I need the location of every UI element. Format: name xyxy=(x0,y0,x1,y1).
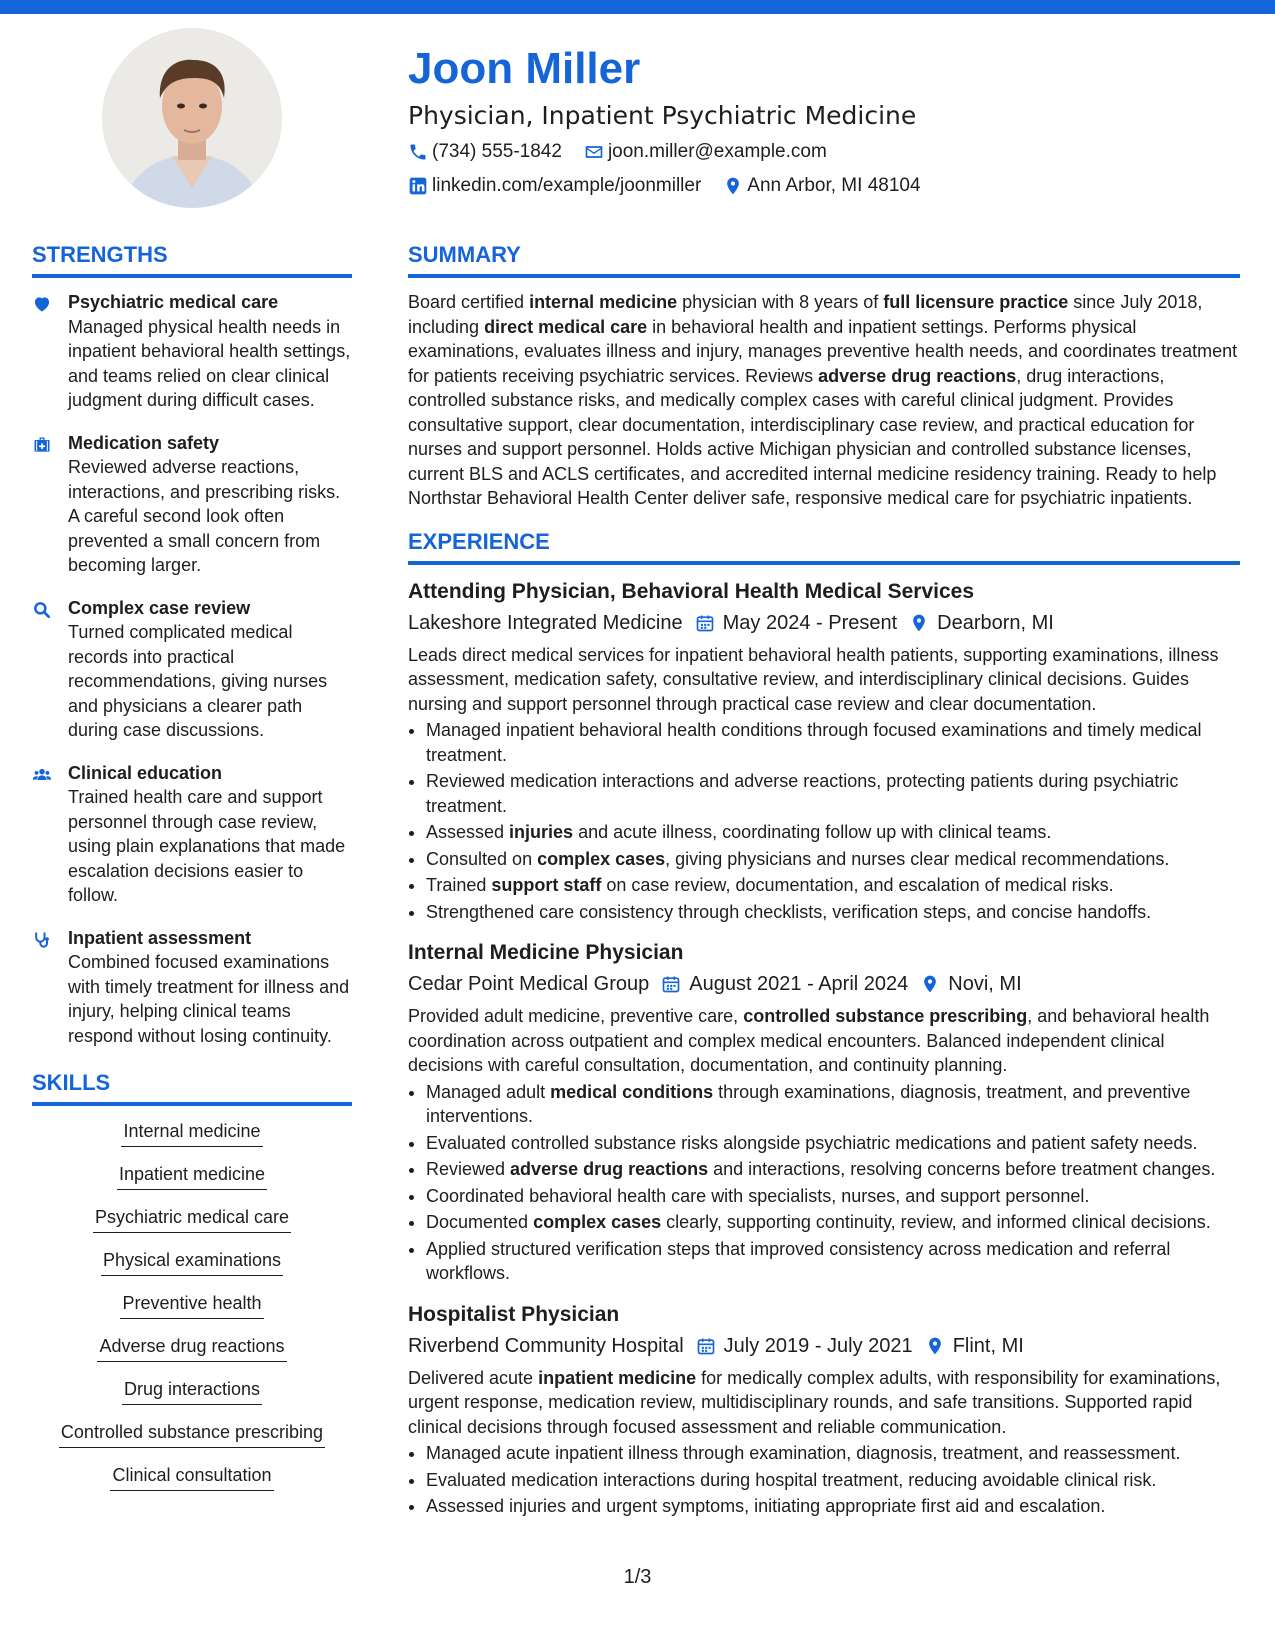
job-dates: August 2021 - April 2024 xyxy=(689,973,909,995)
strength-text: Trained health care and support personnel through case review, using plain explanations that made escalation decisions easier to follow. xyxy=(68,787,346,905)
job-title: Internal Medicine Physician xyxy=(408,941,684,964)
skill-item: Drug interactions xyxy=(32,1376,352,1405)
resume-header xyxy=(408,40,1238,202)
job-dates: May 2024 - Present xyxy=(722,611,898,634)
job-title: Attending Physician, Behavioral Health Medical Services xyxy=(408,579,975,603)
location-pin-icon xyxy=(723,176,743,196)
strength-item xyxy=(32,431,352,578)
summary-text: Board certified internal medicine physician with 8 years of full licensure practice since July 2018, including direct medical care in behavioral health and inpatient settings. Performs physical examinations, evaluates illness and injury, manages preventive health needs, and coordinates treatment for patients receiving psychiatric services. Reviews adverse drug reactions, drug interactions, controlled substance risks, and medically complex cases with careful clinical judgment. Provides consultative support, clear documentation, interdisciplinary case review, and practical education for nurses and support personnel. Holds active Michigan physician and controlled substance licenses, current BLS and ACLS certificates, and accredited internal medicine residency training. Ready to help Northstar Behavioral Health Center deliver safe, responsive medical care for psychiatric inpatients. xyxy=(408,292,1238,508)
calendar-icon xyxy=(661,974,681,994)
bullet-item: • Assessed injuries and urgent symptoms, initiating appropriate first aid and escalation. xyxy=(426,1494,1240,1519)
stethoscope-icon xyxy=(32,930,52,950)
contact-row-1 xyxy=(408,136,1238,168)
bullet-item: • Consulted on complex cases, giving physicians and nurses clear medical recommendations. xyxy=(426,847,1240,872)
search-icon xyxy=(32,600,52,620)
skill-item: Controlled substance prescribing xyxy=(32,1419,352,1448)
contact-linkedin[interactable] xyxy=(408,170,701,202)
job-dates: July 2019 - July 2021 xyxy=(723,1334,913,1357)
bullet-item: • Assessed injuries and acute illness, coordinating follow up with clinical teams. xyxy=(426,820,1240,845)
job-bullets xyxy=(408,1080,1240,1286)
job-meta xyxy=(408,1330,1240,1362)
skill-item: Psychiatric medical care xyxy=(32,1204,352,1233)
top-accent-bar xyxy=(0,0,1275,14)
strength-title: Inpatient assessment xyxy=(68,927,252,948)
location-pin-icon xyxy=(920,974,940,994)
job-title: Hospitalist Physician xyxy=(408,1302,620,1326)
strength-title: Complex case review xyxy=(68,597,251,618)
page-number: 1/3 xyxy=(623,1566,652,1588)
job-employer: Cedar Point Medical Group xyxy=(408,973,650,995)
bullet-item: • Reviewed medication interactions and adverse reactions, protecting patients during psychiatric treatment. xyxy=(426,769,1240,818)
calendar-icon xyxy=(695,613,715,633)
strength-text: Combined focused examinations with timely treatment for illness and injury, helping clinical teams respond without losing continuity. xyxy=(68,952,350,1046)
job-bullets xyxy=(408,718,1240,924)
location-text: Ann Arbor, MI 48104 xyxy=(747,175,921,196)
job-location: Flint, MI xyxy=(952,1334,1024,1357)
experience-heading: EXPERIENCE xyxy=(408,525,1240,565)
bullet-item: • Managed acute inpatient illness through examination, diagnosis, treatment, and reassessment. xyxy=(426,1441,1240,1466)
skill-item: Inpatient medicine xyxy=(32,1161,352,1190)
bullet-item: • Managed inpatient behavioral health conditions through focused examinations and timely medical treatment. xyxy=(426,718,1240,767)
left-column xyxy=(32,238,352,1505)
job-employer: Riverbend Community Hospital xyxy=(408,1334,684,1357)
strength-text: Turned complicated medical records into practical recommendations, giving nurses and physicians a clearer path during case discussions. xyxy=(68,622,328,740)
job-meta xyxy=(408,607,1240,639)
candidate-name: Joon Miller xyxy=(408,44,641,93)
job-description: Leads direct medical services for inpatient behavioral health patients, supporting examinations, illness assessment, medication safety, consultative review, and interdisciplinary clinical decisions. Guides nursing and support personnel through practical case review and clear documentation. xyxy=(408,644,1219,714)
strength-item xyxy=(32,926,352,1049)
job-employer: Lakeshore Integrated Medicine xyxy=(408,611,683,634)
candidate-title: Physician, Inpatient Psychiatric Medicine xyxy=(408,101,917,130)
job-description: Delivered acute inpatient medicine for medically complex adults, with responsibility for examinations, urgent response, medication review, multidisciplinary rounds, and safe transitions. Supported rapid clinical decisions through focused assessment and reliable communication. xyxy=(408,1367,1221,1437)
contact-row-2 xyxy=(408,170,1238,202)
phone-icon xyxy=(408,142,428,162)
users-icon xyxy=(32,765,52,785)
skill-item: Clinical consultation xyxy=(32,1462,352,1491)
job-location: Novi, MI xyxy=(948,973,1022,995)
bullet-item: • Strengthened care consistency through checklists, verification steps, and concise handoffs. xyxy=(426,900,1240,925)
job-description: Provided adult medicine, preventive care, controlled substance prescribing, and behavioral health coordination across outpatient and complex medical encounters. Balanced independent clinical decisions with careful consultation, documentation, and continuity planning. xyxy=(408,1006,1210,1075)
bullet-item: • Documented complex cases clearly, supporting continuity, review, and informed clinical decisions. xyxy=(426,1210,1240,1235)
bullet-item: • Managed adult medical conditions through examinations, diagnosis, treatment, and preventive interventions. xyxy=(426,1080,1240,1129)
bullet-item: • Evaluated controlled substance risks alongside psychiatric medications and patient safety needs. xyxy=(426,1131,1240,1156)
profile-photo-icon xyxy=(102,28,282,208)
skill-item: Preventive health xyxy=(32,1290,352,1319)
bullet-item: • Trained support staff on case review, documentation, and escalation of medical risks. xyxy=(426,873,1240,898)
strength-item xyxy=(32,761,352,908)
skill-item: Internal medicine xyxy=(32,1118,352,1147)
experience-list xyxy=(408,577,1240,1519)
summary-heading: SUMMARY xyxy=(408,238,1240,278)
job-entry xyxy=(408,577,1240,925)
contact-phone[interactable] xyxy=(408,136,562,168)
email-text: joon.miller@example.com xyxy=(607,141,827,162)
linkedin-text: linkedin.com/example/joonmiller xyxy=(432,175,702,196)
strength-item xyxy=(32,596,352,743)
strength-title: Clinical education xyxy=(68,762,223,783)
skills-list xyxy=(32,1118,352,1491)
strength-item xyxy=(32,290,352,413)
bullet-item: • Coordinated behavioral health care with specialists, nurses, and support personnel. xyxy=(426,1184,1240,1209)
linkedin-icon xyxy=(408,176,428,196)
job-meta xyxy=(408,968,1240,1000)
skill-item: Physical examinations xyxy=(32,1247,352,1276)
contact-location xyxy=(723,170,920,202)
phone-text: (734) 555-1842 xyxy=(432,141,562,162)
medical-kit-icon xyxy=(32,435,52,455)
strength-title: Medication safety xyxy=(68,432,220,453)
calendar-icon xyxy=(696,1336,716,1356)
contact-email[interactable] xyxy=(584,136,827,168)
location-pin-icon xyxy=(925,1336,945,1356)
bullet-item: • Evaluated medication interactions during hospital treatment, reducing avoidable clinical risk. xyxy=(426,1468,1240,1493)
job-location: Dearborn, MI xyxy=(937,611,1054,634)
heart-icon xyxy=(32,294,52,314)
skills-heading: SKILLS xyxy=(32,1066,352,1106)
bullet-item: • Applied structured verification steps that improved consistency across medication and referral workflows. xyxy=(426,1237,1240,1286)
email-icon xyxy=(584,142,604,162)
strength-text: Managed physical health needs in inpatient behavioral health settings, and teams relied on clear clinical judgment during difficult cases. xyxy=(68,316,351,410)
strengths-heading: STRENGTHS xyxy=(32,238,352,278)
strength-title: Psychiatric medical care xyxy=(68,292,279,312)
job-entry xyxy=(408,1300,1240,1519)
location-pin-icon xyxy=(909,613,929,633)
right-column xyxy=(408,238,1240,1533)
bullet-item: • Reviewed adverse drug reactions and interactions, resolving concerns before treatment changes. xyxy=(426,1157,1240,1182)
strength-text: Reviewed adverse reactions, interactions, and prescribing risks. A careful second look often prevented a small concern from becoming larger. xyxy=(68,457,341,575)
skill-item: Adverse drug reactions xyxy=(32,1333,352,1362)
avatar xyxy=(102,28,282,208)
job-bullets xyxy=(408,1441,1240,1519)
job-entry xyxy=(408,938,1240,1286)
